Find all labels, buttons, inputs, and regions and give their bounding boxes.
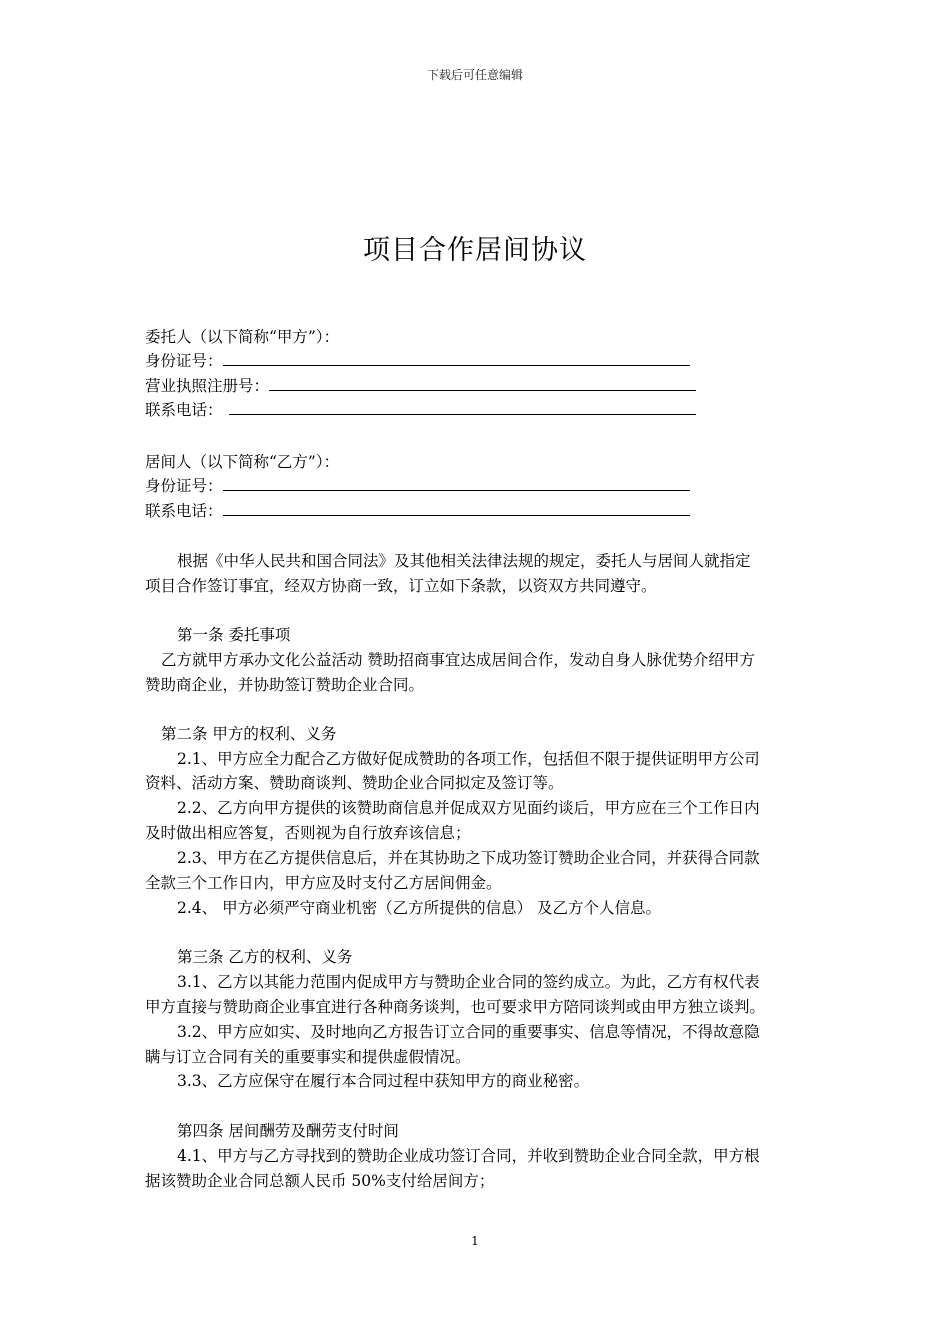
- party-a-license-field: [145, 374, 696, 398]
- party-b-id-field: [145, 474, 690, 498]
- fill-blank: [269, 376, 696, 391]
- field-label: 身份证号：: [145, 352, 223, 370]
- article-2-line: 资料、活动方案、赞助商谈判、赞助企业合同拟定及签订等。: [145, 774, 564, 792]
- article-2-line: 全款三个工作日内，甲方应及时支付乙方居间佣金。: [145, 874, 502, 892]
- article-4-line: 4.1、甲方与乙方寻找到的赞助企业成功签订合同，并收到赞助企业合同全款，甲方根: [177, 1147, 760, 1165]
- party-a-id-field: [145, 349, 690, 373]
- article-4-line: 据该赞助企业合同总额人民币 50%支付给居间方；: [145, 1172, 495, 1190]
- article-4-heading: 第四条 居间酬劳及酬劳支付时间: [177, 1122, 399, 1140]
- document-title: 项目合作居间协议: [363, 235, 587, 266]
- article-2-line: 2.1、甲方应全力配合乙方做好促成赞助的各项工作，包括但不限于提供证明甲方公司: [177, 750, 760, 768]
- party-b-heading: 居间人（以下简称“乙方”）：: [145, 453, 340, 471]
- article-3-heading: 第三条 乙方的权利、义务: [177, 948, 353, 966]
- intro-line: 根据《中华人民共和国合同法》及其他相关法律法规的规定，委托人与居间人就指定: [177, 552, 751, 570]
- article-1-heading: 第一条 委托事项: [177, 626, 291, 644]
- field-label: 身份证号：: [145, 477, 223, 495]
- fill-blank: [223, 476, 690, 491]
- page-number: 1: [471, 1234, 479, 1248]
- article-3-line: 甲方直接与赞助商企业事宜进行各种商务谈判，也可要求甲方陪同谈判或由甲方独立谈判。: [145, 998, 766, 1016]
- article-1-line: 乙方就甲方承办文化公益活动 赞助招商事宜达成居间合作，发动自身人脉优势介绍甲方: [161, 651, 755, 669]
- article-3-line: 3.2、甲方应如实、及时地向乙方报告订立合同的重要事实、信息等情况，不得故意隐: [177, 1023, 760, 1041]
- article-2-line: 2.4、 甲方必须严守商业机密（乙方所提供的信息） 及乙方个人信息。: [177, 899, 662, 917]
- party-a-heading: 委托人（以下简称“甲方”）：: [145, 328, 340, 346]
- article-1-line: 赞助商企业，并协助签订赞助企业合同。: [145, 676, 425, 694]
- article-2-line: 及时做出相应答复，否则视为自行放弃该信息；: [145, 824, 471, 842]
- party-a-phone-field: [145, 398, 696, 422]
- header-note: 下载后可任意编辑: [426, 68, 523, 82]
- article-3-line: 3.3、乙方应保守在履行本合同过程中获知甲方的商业秘密。: [177, 1072, 590, 1090]
- fill-blank: [223, 351, 690, 366]
- field-label: 联系电话：: [145, 502, 223, 520]
- field-label: 营业执照注册号：: [145, 377, 270, 395]
- fill-blank: [223, 501, 690, 516]
- intro-line: 项目合作签订事宜，经双方协商一致，订立如下条款，以资双方共同遵守。: [145, 577, 657, 595]
- party-b-phone-field: [145, 499, 690, 523]
- article-3-line: 3.1、乙方以其能力范围内促成甲方与赞助企业合同的签约成立。为此，乙方有权代表: [177, 973, 760, 991]
- fill-blank: [229, 400, 696, 415]
- article-2-line: 2.3、甲方在乙方提供信息后，并在其协助之下成功签订赞助企业合同，并获得合同款: [177, 849, 760, 867]
- article-2-line: 2.2、乙方向甲方提供的该赞助商信息并促成双方见面约谈后，甲方应在三个工作日内: [177, 799, 760, 817]
- article-3-line: 瞒与订立合同有关的重要事实和提供虚假情况。: [145, 1048, 471, 1066]
- field-label: 联系电话：: [145, 401, 223, 419]
- article-2-heading: 第二条 甲方的权利、义务: [161, 725, 337, 743]
